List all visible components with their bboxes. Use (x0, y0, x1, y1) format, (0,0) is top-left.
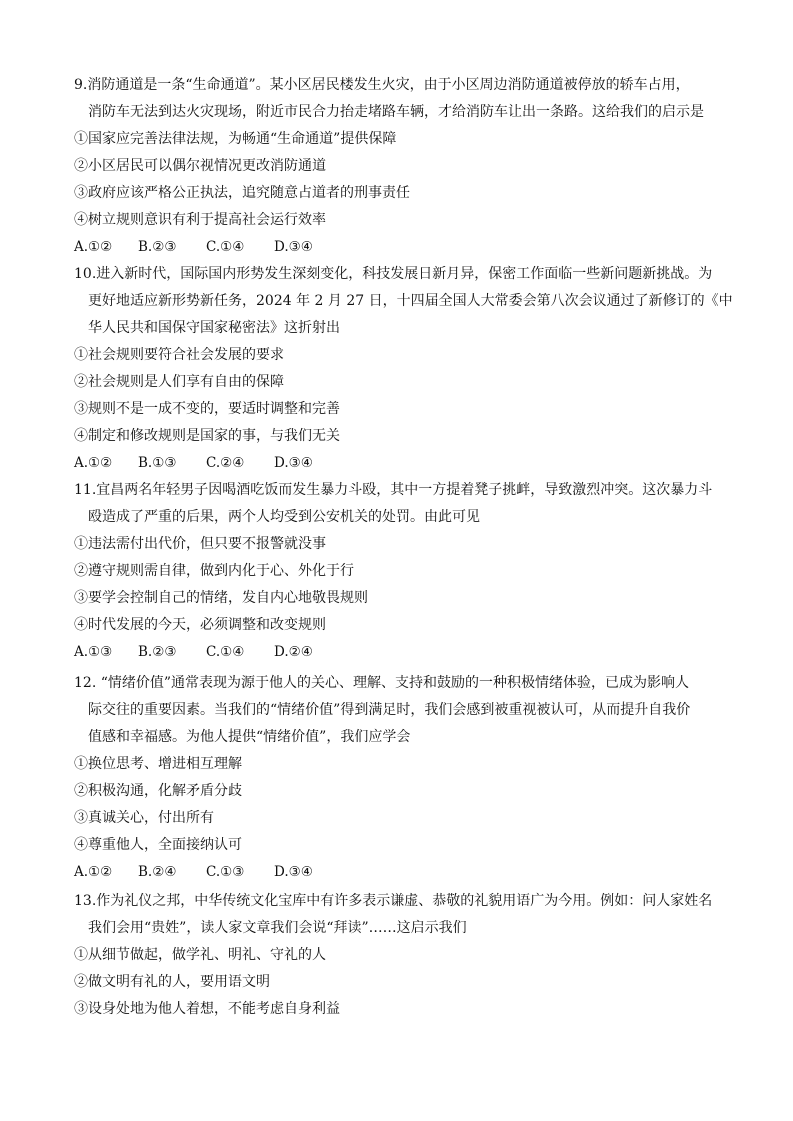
answer-choice-d: D.③④ (274, 455, 313, 471)
question-11-stem-line-1: 11.宜昌两名年轻男子因喝酒吃饭而发生暴力斗殴，其中一方提着凳子挑衅，导致激烈冲突。这次暴力斗 (74, 482, 713, 498)
question-11-answers (0, 639, 793, 666)
question-11-option-4: ④时代发展的今天，必须调整和改变规则 (74, 617, 326, 633)
question-9-option-1: ①国家应完善法律法规，为畅通“生命通道”提供保障 (74, 131, 397, 147)
question-13-option-3: ③设身处地为他人着想，不能考虑自身利益 (74, 1001, 340, 1017)
question-12-stem-line-3: 值感和幸福感。为他人提供“情绪价值”，我们应学会 (88, 729, 411, 745)
question-11-option-3: ③要学会控制自己的情绪，发自内心地敬畏规则 (74, 590, 368, 606)
question-9-option-2: ②小区居民可以偶尔视情况更改消防通道 (74, 158, 326, 174)
question-11-stem-line-2: 殴造成了严重的后果，两个人均受到公安机关的处罚。由此可见 (88, 509, 480, 525)
question-9-option-4: ④树立规则意识有利于提高社会运行效率 (74, 212, 326, 228)
question-10-option-3: ③规则不是一成不变的，要适时调整和完善 (74, 401, 340, 417)
question-12-answers (0, 859, 793, 886)
question-9-stem-line-2: 消防车无法到达火灾现场，附近市民合力抬走堵路车辆，才给消防车让出一条路。这给我们的启示是 (88, 104, 704, 120)
answer-choice-b: B.①③ (138, 455, 177, 471)
answer-choice-a: A.①③ (74, 644, 113, 660)
answer-choice-a: A.①② (74, 864, 113, 880)
question-11-option-1: ①违法需付出代价，但只要不报警就没事 (74, 536, 326, 552)
question-12-option-1: ①换位思考、增进相互理解 (74, 756, 242, 772)
question-10-answers (0, 450, 793, 477)
answer-choice-b: B.②③ (138, 644, 177, 660)
question-10-stem-line-2: 更好地适应新形势新任务，2024 年 2 月 27 日，十四届全国人大常委会第八次会议通过了新修订的《中 (88, 293, 733, 309)
question-10-option-4: ④制定和修改规则是国家的事，与我们无关 (74, 428, 340, 444)
question-13-option-1: ①从细节做起，做学礼、明礼、守礼的人 (74, 947, 326, 963)
answer-choice-a: A.①② (74, 455, 113, 471)
question-12-option-2: ②积极沟通，化解矛盾分歧 (74, 783, 242, 799)
question-13-stem-line-1: 13.作为礼仪之邦，中华传统文化宝库中有许多表示谦虚、恭敬的礼貌用语广为今用。例如：问人家姓名 (74, 893, 713, 909)
answer-choice-b: B.②③ (138, 239, 177, 255)
question-9-stem-line-1: 9.消防通道是一条“生命通道”。某小区居民楼发生火灾，由于小区周边消防通道被停放的轿车占用， (74, 77, 690, 93)
question-10-stem-line-1: 10.进入新时代，国际国内形势发生深刻变化，科技发展日新月异，保密工作面临一些新问题新挑战。为 (74, 266, 713, 282)
answer-choice-d: D.③④ (274, 864, 313, 880)
question-13-stem-line-2: 我们会用“贵姓”，读人家文章我们会说“拜读”……这启示我们 (88, 920, 467, 936)
question-10-option-2: ②社会规则是人们享有自由的保障 (74, 374, 284, 390)
answer-choice-c: C.①④ (206, 239, 245, 255)
question-12-stem-line-1: 12. “情绪价值”通常表现为源于他人的关心、理解、支持和鼓励的一种积极情绪体验，已成为影响人 (74, 675, 690, 691)
question-11-option-2: ②遵守规则需自律，做到内化于心、外化于行 (74, 563, 354, 579)
question-12-option-3: ③真诚关心，付出所有 (74, 810, 214, 826)
answer-choice-b: B.②④ (138, 864, 177, 880)
question-10-stem-line-3: 华人民共和国保守国家秘密法》这折射出 (88, 320, 340, 336)
question-9-answers (0, 234, 793, 261)
answer-choice-d: D.②④ (274, 644, 313, 660)
answer-choice-c: C.②④ (206, 455, 245, 471)
question-9-option-3: ③政府应该严格公正执法，追究随意占道者的刑事责任 (74, 185, 410, 201)
question-12-stem-line-2: 际交往的重要因素。当我们的“情绪价值”得到满足时，我们会感到被重视被认可，从而提升自我价 (88, 702, 691, 718)
answer-choice-a: A.①② (74, 239, 113, 255)
answer-choice-d: D.③④ (274, 239, 313, 255)
question-12-option-4: ④尊重他人，全面接纳认可 (74, 837, 242, 853)
answer-choice-c: C.①③ (206, 864, 245, 880)
question-10-option-1: ①社会规则要符合社会发展的要求 (74, 347, 284, 363)
answer-choice-c: C.①④ (206, 644, 245, 660)
question-13-option-2: ②做文明有礼的人，要用语文明 (74, 974, 270, 990)
